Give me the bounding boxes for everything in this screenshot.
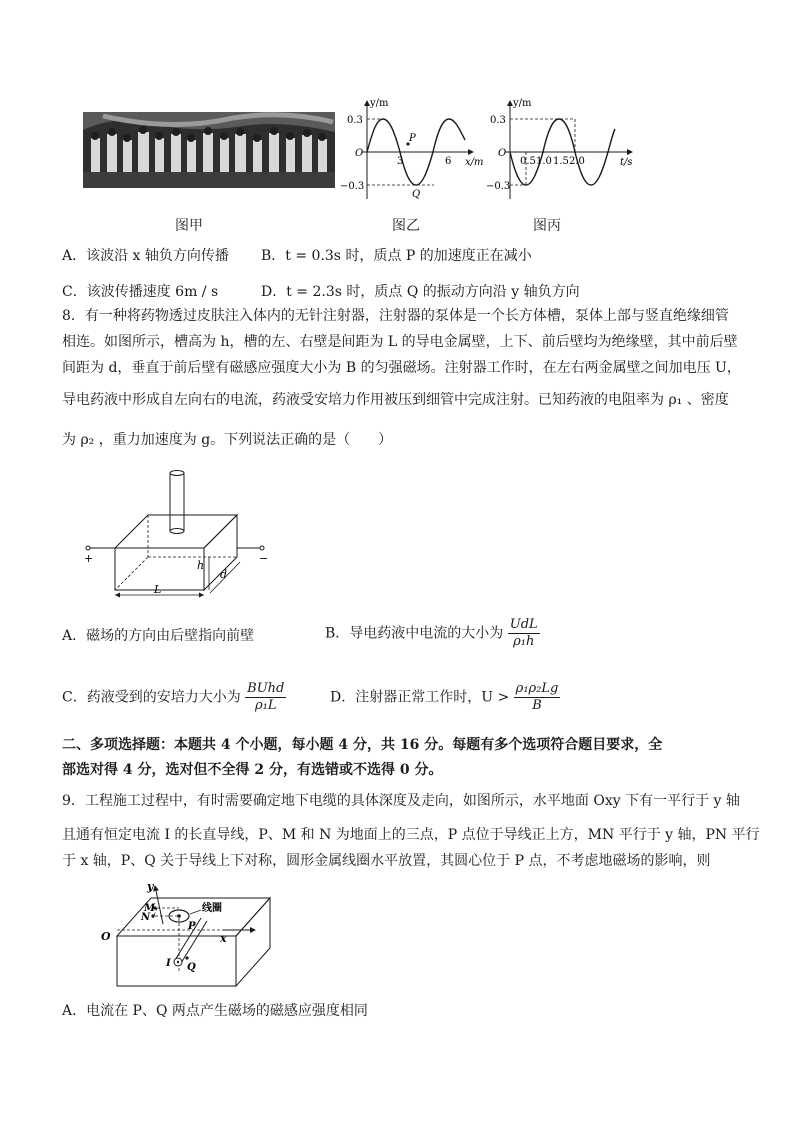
- q8-option-d-fraction: [514, 681, 561, 714]
- q8-option-c-fraction: [245, 681, 286, 714]
- graph-bing-y-top: 0.3: [490, 115, 506, 126]
- q8-option-d-denominator: B: [532, 698, 542, 713]
- q8-fig-minus: −: [259, 552, 269, 565]
- q9-option-a: A．电流在 P、Q 两点产生磁场的磁感应强度相同: [62, 1003, 368, 1019]
- q8-fig-plus: +: [84, 552, 94, 565]
- q9-fig-P: P: [188, 921, 196, 932]
- q9-stem-line1: 9．工程施工过程中，有时需要确定地下电缆的具体深度及走向，如图所示，水平地面 Oxy 下有一平行于 y 轴: [62, 793, 740, 809]
- graph-bing-tick-15: 1.5: [553, 156, 569, 167]
- graph-bing-y-label: y/m: [513, 98, 532, 109]
- q8-option-b-text: B．导电药液中电流的大小为: [325, 625, 504, 642]
- graph-yi-y-bottom: −0.3: [340, 181, 365, 192]
- q8-option-a: A．磁场的方向由后壁指向前壁: [62, 628, 255, 644]
- figure-bing-graph: [487, 95, 637, 205]
- graph-yi-origin: O: [355, 148, 364, 159]
- q8-option-d: [330, 681, 560, 714]
- caption-bing: 图丙: [533, 218, 561, 234]
- q9-fig-O: O: [101, 930, 111, 943]
- graph-bing-tick-05: 0.5: [520, 156, 536, 167]
- q9-stem-line3: 于 x 轴，P、Q 关于导线上下对称，圆形金属线圈水平放置，其圆心位于 P 点，不考虑地磁场的影响，则: [62, 853, 711, 869]
- q9-fig-Q: Q: [187, 962, 196, 973]
- q9-fig-I: I: [166, 958, 171, 969]
- graph-yi-y-top: 0.3: [347, 115, 363, 126]
- graph-yi-tick-3: 3: [397, 156, 404, 167]
- q8-stem-line3: 间距为 d，垂直于前后壁有磁感应强度大小为 B 的匀强磁场。注射器工作时，在左右两金属壁之间加电压 U，: [62, 360, 741, 376]
- q8-option-c-denominator: ρ₁L: [255, 698, 277, 713]
- q9-stem-line2: 且通有恒定电流 I 的长直导线，P、M 和 N 为地面上的三点，P 点位于导线正上方，MN 平行于 y 轴，PN 平行: [62, 827, 760, 843]
- graph-bing-tick-20: 2.0: [569, 156, 585, 167]
- figure-jia-photo: [83, 112, 335, 188]
- graph-bing-x-label: t/s: [620, 157, 633, 168]
- graph-yi-point-q: Q: [412, 189, 421, 200]
- graph-yi-tick-6: 6: [445, 156, 452, 167]
- q9-fig-M: M: [144, 903, 156, 914]
- q8-fig-h: h: [197, 559, 205, 572]
- graph-bing-y-bottom: −0.3: [487, 181, 511, 192]
- q8-option-c-text: C．药液受到的安培力大小为: [62, 689, 241, 706]
- q8-stem-line4: 导电药液中形成自左向右的电流，药液受安培力作用被压到细管中完成注射。已知药液的电阻率为 ρ₁ 、密度: [62, 392, 729, 408]
- caption-jia: 图甲: [175, 218, 203, 234]
- graph-bing-origin: O: [498, 148, 507, 159]
- q7-option-c: C．该波传播速度 6m / s: [62, 284, 219, 300]
- q9-figure-cable: [95, 878, 280, 990]
- q8-option-b-fraction: [508, 617, 540, 650]
- figure-yi-graph: [338, 95, 488, 205]
- q8-fig-L: L: [154, 583, 162, 596]
- q9-fig-coil: 线圈: [202, 903, 222, 914]
- q8-option-c-numerator: BUhd: [247, 681, 285, 696]
- graph-yi-point-p: P: [409, 133, 416, 144]
- q7-option-b: B．t = 0.3s 时，质点 P 的加速度正在减小: [261, 248, 532, 264]
- q9-fig-y: y: [147, 880, 154, 893]
- q7-option-d: D．t = 2.3s 时，质点 Q 的振动方向沿 y 轴负方向: [261, 284, 580, 300]
- q7-option-a: A．该波沿 x 轴负方向传播: [62, 248, 229, 264]
- q8-stem-line1: 8．有一种将药物透过皮肤注入体内的无针注射器，注射器的泵体是一个长方体槽，泵体上部与竖直绝缘细管: [62, 308, 729, 324]
- q8-stem-line5: 为 ρ₂ ，重力加速度为 g。下列说法正确的是（ ）: [62, 432, 393, 448]
- q8-figure-injector: [82, 465, 277, 605]
- q8-option-c: [62, 681, 286, 714]
- q9-fig-x: x: [220, 932, 227, 945]
- graph-yi-y-label: y/m: [370, 98, 389, 109]
- q9-fig-N: N: [141, 912, 151, 923]
- section2-heading-line2: 部选对得 4 分，选对但不全得 2 分，有选错或不选得 0 分。: [62, 762, 443, 778]
- q8-option-d-text: D．注射器正常工作时，U >: [330, 689, 510, 706]
- section2-heading-line1: 二、多项选择题：本题共 4 个小题，每小题 4 分，共 16 分。每题有多个选项符合题目要求，全: [62, 737, 663, 753]
- q8-option-b: [325, 617, 540, 650]
- q8-fig-d: d: [220, 568, 228, 581]
- graph-yi-x-label: x/m: [465, 157, 484, 168]
- q8-option-d-numerator: ρ₁ρ₂Lg: [515, 681, 559, 696]
- q8-option-b-denominator: ρ₁h: [513, 634, 535, 649]
- caption-yi: 图乙: [392, 218, 420, 234]
- q8-stem-line2: 相连。如图所示，槽高为 h，槽的左、右壁是间距为 L 的导电金属壁，上下、前后壁均为绝缘壁，其中前后壁: [62, 334, 738, 350]
- q8-option-b-numerator: UdL: [509, 617, 538, 632]
- graph-bing-tick-10: 1.0: [536, 156, 552, 167]
